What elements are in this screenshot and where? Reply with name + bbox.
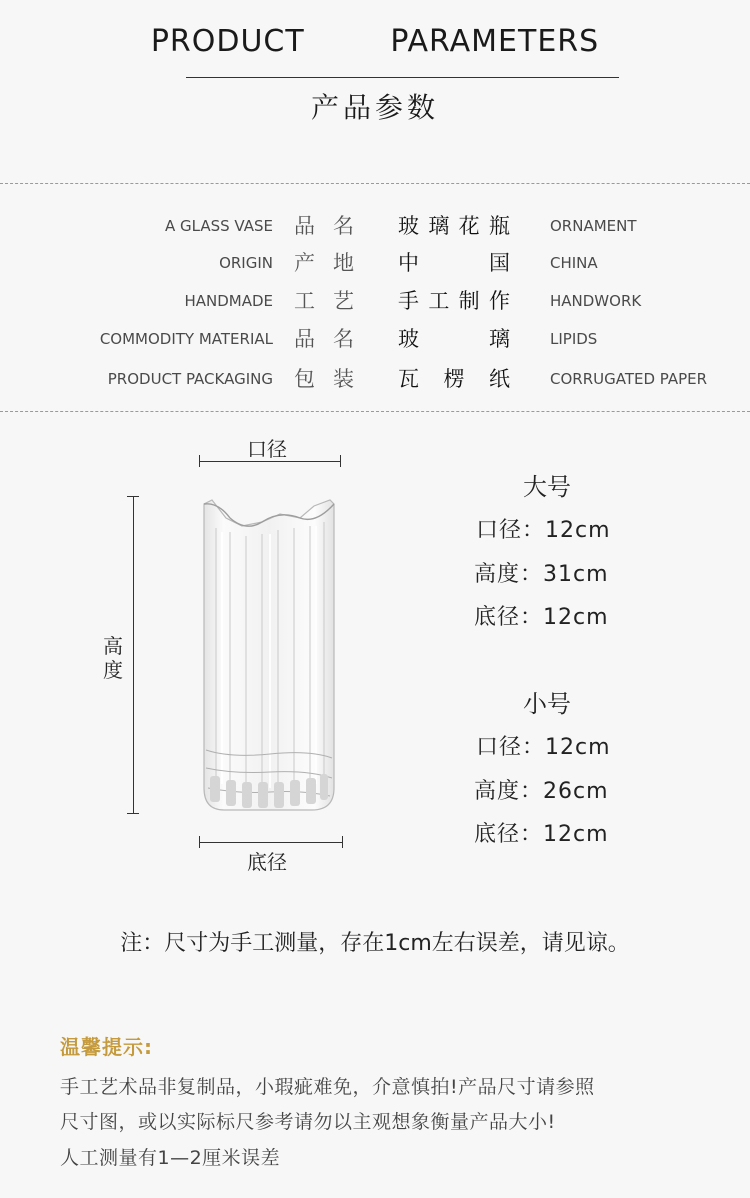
glass-vase-illustration	[190, 488, 350, 828]
param-cn-label: 品 名	[294, 214, 354, 238]
base-dimension-line	[199, 842, 342, 843]
spec-small-base: 底径：12cm	[474, 822, 609, 847]
param-cn-label: 工 艺	[294, 289, 354, 313]
param-en-left: ORIGIN	[219, 254, 273, 272]
param-en-right: CORRUGATED PAPER	[550, 370, 708, 388]
param-en-right: HANDWORK	[550, 292, 642, 310]
param-en-left: HANDMADE	[184, 292, 273, 310]
measurement-note: 注：尺寸为手工测量，存在1cm左右误差，请见谅。	[120, 931, 630, 956]
param-row	[0, 248, 750, 282]
height-tick-top	[127, 496, 139, 497]
param-row	[0, 364, 750, 398]
param-en-left: PRODUCT PACKAGING	[107, 370, 273, 388]
base-diameter-label: 底径	[247, 850, 287, 874]
height-dimension-line	[133, 496, 134, 813]
param-en-right: LIPIDS	[550, 330, 598, 348]
param-en-left: A GLASS VASE	[165, 217, 273, 235]
tips-title: 温馨提示:	[60, 1035, 153, 1059]
param-en-left: COMMODITY MATERIAL	[99, 330, 273, 348]
spec-small-height: 高度：26cm	[474, 779, 609, 804]
spec-large-base: 底径：12cm	[474, 605, 609, 630]
tips-line: 手工艺术品非复制品，小瑕疵难免，介意慎拍!产品尺寸请参照	[60, 1076, 595, 1098]
param-cn-value: 玻 璃	[398, 327, 510, 351]
param-cn-value: 玻 璃 花 瓶	[398, 214, 510, 238]
param-cn-label: 产 地	[294, 251, 354, 275]
param-en-right: ORNAMENT	[550, 217, 637, 235]
base-tick-left	[199, 836, 200, 848]
tips-line: 人工测量有1—2厘米误差	[60, 1147, 281, 1169]
title-english: PRODUCT PARAMETERS	[150, 24, 600, 59]
height-label-top: 高	[103, 634, 123, 658]
height-tick-bottom	[127, 813, 139, 814]
param-cn-label: 包 装	[294, 367, 354, 391]
divider-top	[0, 183, 750, 184]
param-en-right: CHINA	[550, 254, 598, 272]
param-row	[0, 324, 750, 358]
spec-large-mouth: 口径：12cm	[476, 518, 611, 543]
param-cn-value: 手 工 制 作	[398, 289, 510, 313]
spec-large-title: 大号	[523, 473, 571, 501]
height-label-bottom: 度	[103, 658, 123, 682]
spec-large-height: 高度：31cm	[474, 562, 609, 587]
divider-middle	[0, 411, 750, 412]
param-row	[0, 211, 750, 245]
tips-line: 尺寸图，或以实际标尺参考请勿以主观想象衡量产品大小!	[60, 1111, 556, 1133]
mouth-tick-left	[199, 455, 200, 467]
param-cn-value: 瓦 楞 纸	[398, 367, 510, 391]
spec-small-mouth: 口径：12cm	[476, 735, 611, 760]
mouth-dimension-line	[199, 461, 340, 462]
title-rule	[186, 77, 619, 78]
title-chinese: 产品参数	[310, 91, 439, 124]
mouth-diameter-label: 口径	[247, 437, 287, 461]
param-cn-value: 中 国	[398, 251, 510, 275]
param-row	[0, 286, 750, 320]
base-tick-right	[342, 836, 343, 848]
mouth-tick-right	[340, 455, 341, 467]
spec-small-title: 小号	[523, 690, 571, 718]
param-cn-label: 品 名	[294, 327, 354, 351]
